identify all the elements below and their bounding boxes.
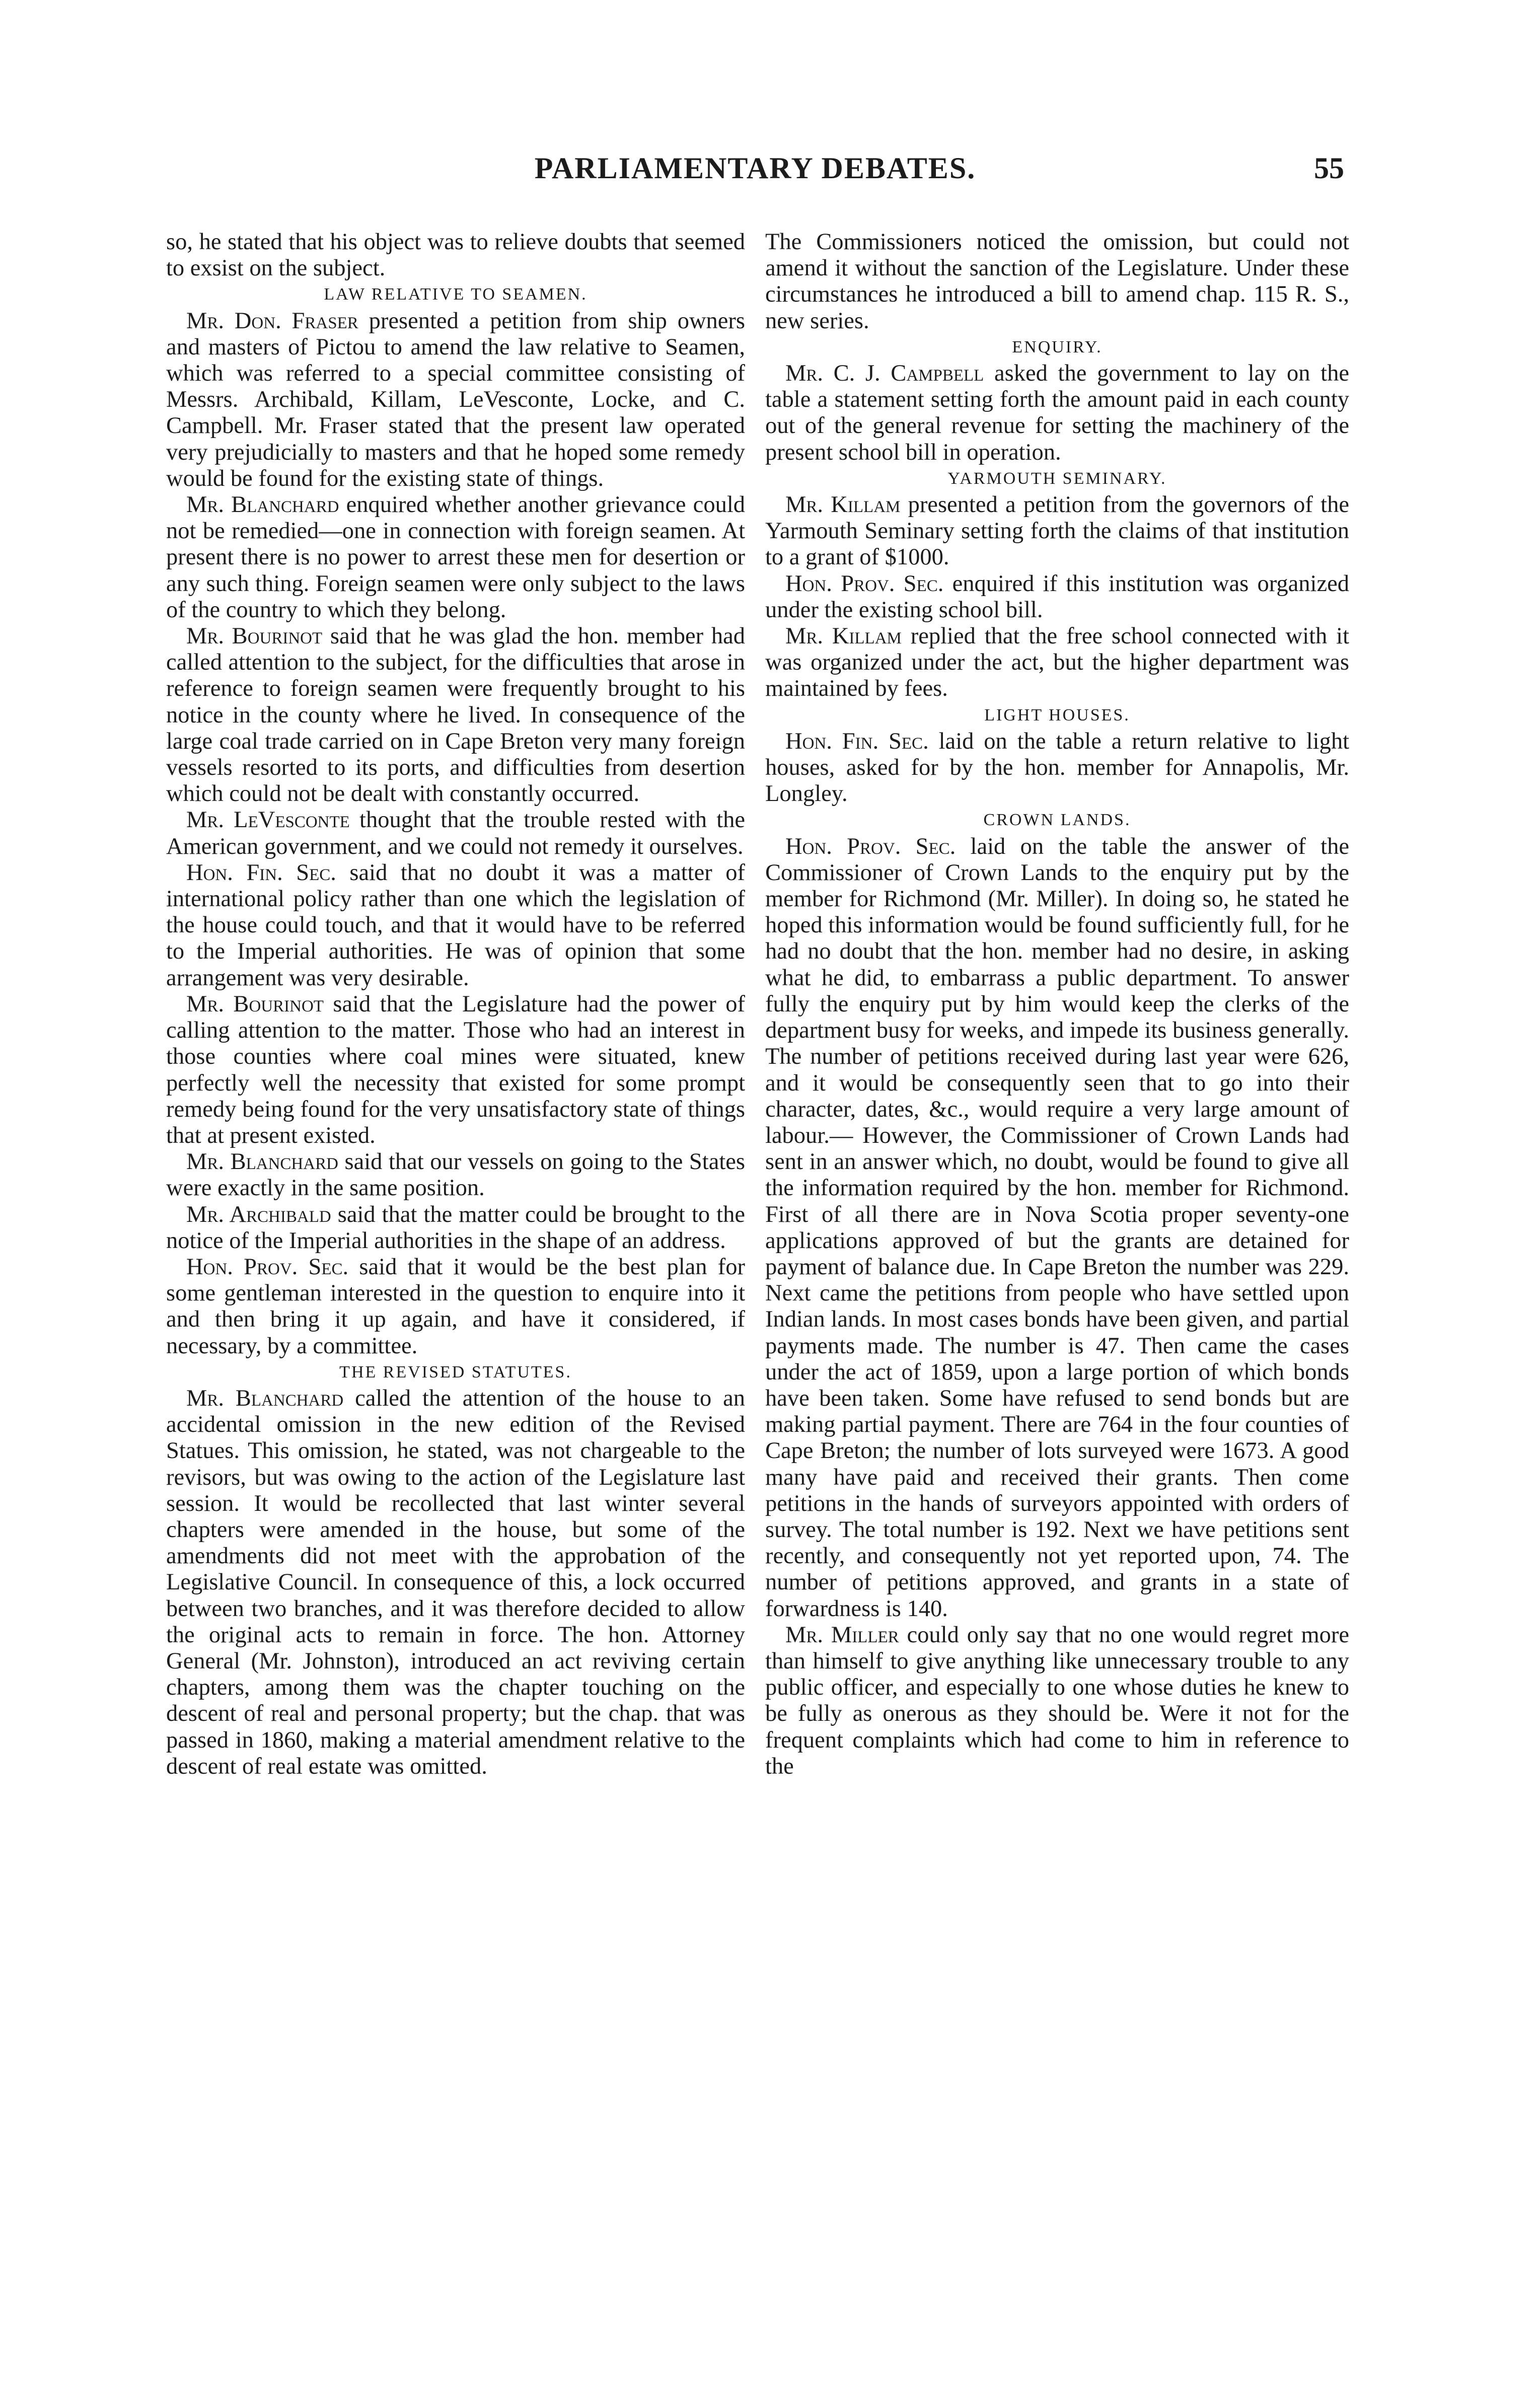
paragraph — [765, 1622, 1349, 1780]
section-heading: LIGHT HOUSES. — [984, 705, 1130, 724]
section-heading: CROWN LANDS. — [983, 811, 1131, 830]
paragraph-text: The Commissioners noticed the omission, but could not amend it without the sanction of the Legislature. Under these circumstances he introduced a bill to amend chap. 115 R. S., new series. — [765, 229, 1349, 334]
paragraph — [166, 1386, 745, 1780]
speaker-name: Hon. Prov. Sec. — [785, 833, 956, 859]
paragraph — [166, 1254, 745, 1359]
section-heading: THE REVISED STATUTES. — [339, 1362, 572, 1381]
speaker-name: Mr. Bourinot — [186, 623, 323, 649]
speaker-name: Mr. C. J. Campbell — [785, 360, 984, 387]
speaker-name: Mr. Archibald — [186, 1201, 331, 1227]
speaker-name: Hon. Fin. Sec. — [186, 859, 336, 886]
paragraph — [166, 1202, 745, 1254]
speaker-name: Hon. Prov. Sec. — [186, 1254, 349, 1280]
paragraph-text: so, he stated that his object was to relieve doubts that seemed to exsist on the subject. — [166, 229, 745, 281]
page-number: 55 — [1314, 152, 1344, 185]
speaker-name: Mr. Miller — [785, 1622, 899, 1648]
speaker-name: Mr. Bourinot — [186, 991, 324, 1017]
paragraph — [765, 834, 1349, 1622]
paragraph — [765, 729, 1349, 808]
paragraph-text: replied that the free school connected with it was organized under the act, but the higher department was maintained by fees. — [765, 623, 1349, 702]
paragraph-text: thought that the trouble rested with the American government, and we could not remedy it ourselves. — [166, 807, 746, 859]
speaker-name: Hon. Prov. Sec. — [785, 570, 944, 597]
paragraph — [765, 623, 1349, 702]
paragraph — [765, 492, 1349, 571]
paragraph — [166, 492, 745, 623]
paragraph-text: asked the government to lay on the table a statement setting forth the amount paid in each county out of the general revenue for setting the machinery of the present school bill in operation. — [765, 360, 1349, 465]
paragraph-text: enquired whether another grievance could not be remedied—one in connection with foreign seamen. At present there is no power to arrest these men for desertion or any such thing. Foreign seamen were only subject to the laws of the country to which they belong. — [166, 492, 745, 623]
paragraph-text: said that the Legislature had the power of calling attention to the matter. Those who had an interest in those counties where coal mines were situated, knew perfectly well the necessity that existed for some prompt remedy being found for the very unsatisfactory state of things that at present existed. — [166, 991, 745, 1148]
paragraph — [765, 360, 1349, 466]
speaker-name: Mr. LeVesconte — [186, 807, 350, 833]
speaker-name: Mr. Killam — [785, 623, 902, 649]
paragraph — [765, 229, 1349, 334]
paragraph-text: said that he was glad the hon. member had called attention to the subject, for the difficulties that arose in reference to foreign seamen were frequently brought to his notice in the county where he lived. In consequence of the large coal trade carried on in Cape Breton very many foreign vessels resorted to its ports, and difficulties from desertion which could not be dealt with constantly occurred. — [166, 623, 745, 807]
paragraph-text: said that no doubt it was a matter of international policy rather than one which the legislation of the house could touch, and that it would have to be referred to the Imperial authorities. He was of opinion that some arrangement was very desirable. — [166, 859, 745, 991]
speaker-name: Mr. Don. Fraser — [186, 308, 358, 334]
section-heading: YARMOUTH SEMINARY. — [947, 469, 1167, 488]
paragraph-text: could only say that no one would regret more than himself to give anything like unnecessary trouble to any public officer, and especially to one whose duties he knew to be fully as onerous as they should be. Were it not for the frequent complaints which had come to him in reference to the — [765, 1622, 1349, 1779]
left-column — [166, 229, 745, 1780]
paragraph-text: said that the matter could be brought to the notice of the Imperial authorities in the shape of an address. — [166, 1201, 745, 1254]
paragraph — [765, 571, 1349, 623]
paragraph-text: said that our vessels on going to the States were exactly in the same position. — [166, 1149, 745, 1201]
right-column — [765, 229, 1349, 1780]
running-head: PARLIAMENTARY DEBATES. — [534, 152, 976, 185]
paragraph — [166, 623, 745, 807]
paragraph-text: enquired if this institution was organized under the existing school bill. — [765, 570, 1349, 623]
speaker-name: Mr. Killam — [785, 492, 901, 518]
paragraph-text: called the attention of the house to an accidental omission in the new edition of the Revised Statues. This omission, he stated, was not chargeable to the revisors, but was owing to the action of the Legislature last session. It would be recollected that last winter several chapters were amended in the house, but some of the amendments did not meet with the approbation of the Legislative Council. In consequence of this, a lock occurred between two branches, and it was therefore decided to allow the original acts to remain in force. The hon. Attorney General (Mr. Johnston), introduced an act reviving certain chapters, among them was the chapter touching on the descent of real and personal property; but the chap. that was passed in 1860, making a material amendment relative to the descent of real estate was omitted. — [166, 1385, 745, 1779]
speaker-name: Hon. Fin. Sec. — [785, 728, 929, 754]
speaker-name: Mr. Blanchard — [186, 492, 339, 518]
speaker-name: Mr. Blanchard — [186, 1385, 344, 1411]
paragraph-text: presented a petition from ship owners and masters of Pictou to amend the law relative to Seamen, which was referred to a special committee consisting of Messrs. Archibald, Killam, LeVesconte, Locke, and C. Campbell. Mr. Fraser stated that the present law operated very prejudicially to masters and that he hoped some remedy would be found for the existing state of things. — [166, 308, 746, 491]
paragraph-text: said that it would be the best plan for some gentleman interested in the question to enquire into it and then bring it up again, and have it considered, if necessary, by a committee. — [166, 1254, 745, 1359]
paragraph-text: laid on the table the answer of the Commissioner of Crown Lands to the enquiry put by the member for Richmond (Mr. Miller). In doing so, he stated he hoped this information would be found sufficiently full, for he had no doubt that the hon. member had no desire, in asking what he did, to embarrass a public department. To answer fully the enquiry put by him would keep the clerks of the department busy for weeks, and impede its business generally. The number of petitions received during last year were 626, and it would be consequently seen that to go into their character, dates, &c., would require a very large amount of labour.— However, the Commissioner of Crown Lands had sent in an answer which, no doubt, would be found to give all the information required by the hon. member for Richmond. First of all there are in Nova Scotia proper seventy-one applications approved of but the grants are detained for payment of balance due. In Cape Breton the number was 229. Next came the petitions from people who have settled upon Indian lands. In most cases bonds have been given, and partial payments made. The number is 47. Then came the cases under the act of 1859, upon a large portion of which bonds have been taken. Some have refused to send bonds but are making partial payment. There are 764 in the four counties of Cape Breton; the number of lots surveyed were 1673. A good many have paid and received their grants. Then come petitions in the hands of surveyors appointed with orders of survey. The total number is 192. Next we have petitions sent recently, and consequently not yet reported upon, 74. The number of petitions approved, and grants in a state of forwardness is 140. — [765, 833, 1349, 1622]
paragraph-text: presented a petition from the governors of the Yarmouth Seminary setting forth the claims of that institution to a grant of $1000. — [765, 492, 1349, 570]
paragraph — [166, 229, 745, 281]
paragraph — [166, 807, 745, 859]
paragraph — [166, 308, 745, 492]
paragraph — [166, 1149, 745, 1201]
speaker-name: Mr. Blanchard — [186, 1149, 338, 1175]
paragraph — [166, 860, 745, 991]
section-heading: LAW RELATIVE TO SEAMEN. — [324, 285, 588, 304]
section-heading: ENQUIRY. — [1012, 337, 1103, 356]
paragraph — [166, 991, 745, 1149]
paragraph-text: laid on the table a return relative to light houses, asked for by the hon. member for Annapolis, Mr. Longley. — [765, 728, 1349, 807]
page-header — [166, 151, 1344, 191]
